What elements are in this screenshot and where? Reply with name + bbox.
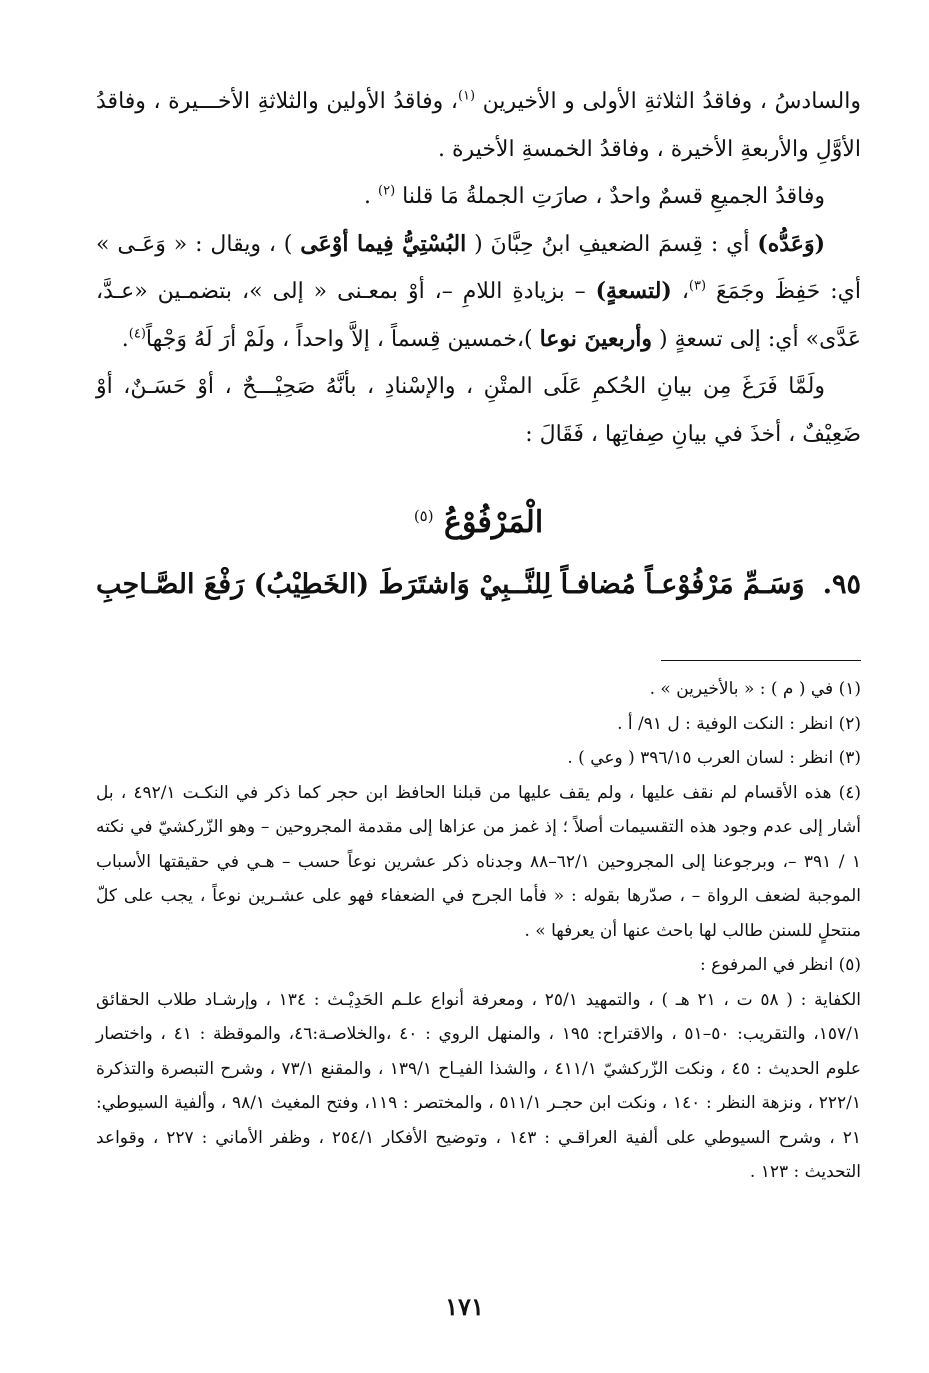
p3-text-a: أي : قِسمَ الضعيفِ ابنُ حِبَّانَ ( [466,231,758,257]
footnote-5: (٥) انظر في المرفوع : [700,955,861,975]
footnote-ref-3: (٣) [688,278,707,294]
footnotes [96,672,861,1190]
p1-text-a: والسادسُ ، وفاقدُ الثلاثةِ الأولى و الأخيرين [475,89,862,114]
keyword-arbain: وأربعينَ نوعا [539,325,653,352]
verse-hemistich-1: وَسَـمِّ مَرْفُوْعـاً مُضافـاً لِلنَّــبِيْ [479,569,805,600]
p2-text-a: وفاقدُ الجميعِ قسمٌ واحدٌ ، صارَتِ الجملةُ مَا قلنا [395,184,825,209]
paragraph-2 [96,173,861,221]
p2-text-b: . [364,184,378,209]
verse-first-part [479,558,861,612]
verse-hemistich-2: وَاشتَرَطَ (الخَطِيْبُ) رَفْعَ الصَّـاحِبِ [96,569,470,600]
p3-text-f: . [121,326,129,352]
p3-text-c: ، [671,279,689,304]
footnote-5-sources: الكفاية : ( ٥٨ ت ، ٢١ هـ ) ، والتمهيد ٢٥/١ ، ومعرفة أنواع علـم الحَدِيْـث : ١٣٤ ، وإرشـاد طلاب الحقائق ١٥٧/١، والتقريب: ٥٠–٥١ ، والاقتراح: ١٩٥ ، والمنهل الروي : ٤٠ ،والخلاصـة:٤٦، والموقظة : ٤١ ، واختصار علوم الحديث : ٤٥ ، ونكت الزّركشيّ ٤١١/١ ، والشذا الفيـاح ١٣٩/١ ، والمقنع ٧٣/١ ، وشرح التبصرة والتذكرة ٢٢٢/١ ، ونزهة النظر : ١٤٠ ، ونكت ابن حجـر ٥١١/١ ، والمختصر : ١١٩، وفتح المغيث ٩٨/١ ، وألفية السيوطي: ٢١ ، وشرح السيوطي على ألفية العراقـي : ١٤٣ ، وتوضيح الأفكار ٢٥٤/١ ، وظفر الأماني : ٢٢٧ ، وقواعد التحديث : ١٢٣ . [96,989,861,1182]
paragraph-4: ولَمَّا فَرَغَ مِن بيانِ الحُكمِ عَلَى المتْنِ ، والإسْنادِ ، بأنَّهُ صَحِيْـــحٌ ، أوْ حَسَـنٌ، أوْ ضَعِيْفٌ ، أخذَ في بيانِ صِفاتِها ، فَقَالَ : [96,374,861,447]
footnote-2: (٢) انظر : النكت الوفية : ل ٩١/ أ . [617,713,861,734]
p3-text-b: ) ، ويقال : « وَعَـى » أي: حَفِظَ وجَمَعَ [96,231,861,304]
p3-text-d: – بزيادةِ اللامِ –، أوْ بمعـنى « إلى »، بتضمـين «عـدَّ، عَدَّى» أي: إلى تسعةٍ ( [96,279,861,352]
footnote-ref-4: (٤) [128,326,146,342]
footnote-ref-1: (١) [457,88,476,104]
p1-text-b: ، وفاقدُ الأولين والثلاثةِ الأخـــيرة ، وفاقدُ الأوَّلِ والأربعةِ الأخيرة ، وفاقدُ الخمسةِ الأخيرة . [96,89,861,162]
footnote-divider [661,660,861,661]
heading-title: الْمَرْفُوْعُ [444,505,544,540]
footnote-3: (٣) انظر : لسان العرب ٣٩٦/١٥ ( وعي ) . [567,748,861,768]
verse-number: ٩٥. [822,569,861,600]
verse-line [96,558,861,612]
page-number: ١٧١ [445,1292,484,1321]
paragraph-3 [96,221,861,364]
main-text [96,78,861,458]
footnote-1: (١) في ( م ) : « بالأخيرين » . [649,679,861,699]
section-heading [96,498,861,548]
footnote-ref-5: (٥) [413,507,434,525]
p3-text-e: )،خمسين قِسماً ، إلاَّ واحداً ، ولَمْ أرَ لَهُ وَجْهاً [145,326,540,352]
keyword-albusti: البُسْتِيُّ فِيما أوْعَى [300,230,467,257]
footnote-4: (٤) هذه الأقسام لم نقف عليها ، ولم يقف عليها من قبلنا الحافظ ابن حجر كما ذكر في النكـت ٤٩٢/١ ، بل أشار إلى عدم وجود هذه التقسيمات أصلاً ؛ إذ غمز من عزاها إلى مقدمة المجروحين – وهو الزّركشيّ في نكته ١ / ٣٩١ –، وبرجوعنا إلى المجروحين ٦٢/١–٨٨ وجدناه ذكر عشرين نوعاً حسب – هـي في حقيقتها الأسباب الموجبة لضعف الرواة – ، صدّرها بقوله : « فأما الجرح في الضعفاء فهو على عشـرين نوعاً ، يجب على كلّ منتحلٍ للسنن طالب لها باحث عنها أن يعرفها » . [96,782,861,941]
keyword-waaddahu: (وَعَدُّه) [757,230,825,257]
keyword-litisah: (لتسعةٍ) [595,278,672,304]
paragraph-1 [96,78,861,173]
footnote-ref-2: (٢) [378,183,396,199]
